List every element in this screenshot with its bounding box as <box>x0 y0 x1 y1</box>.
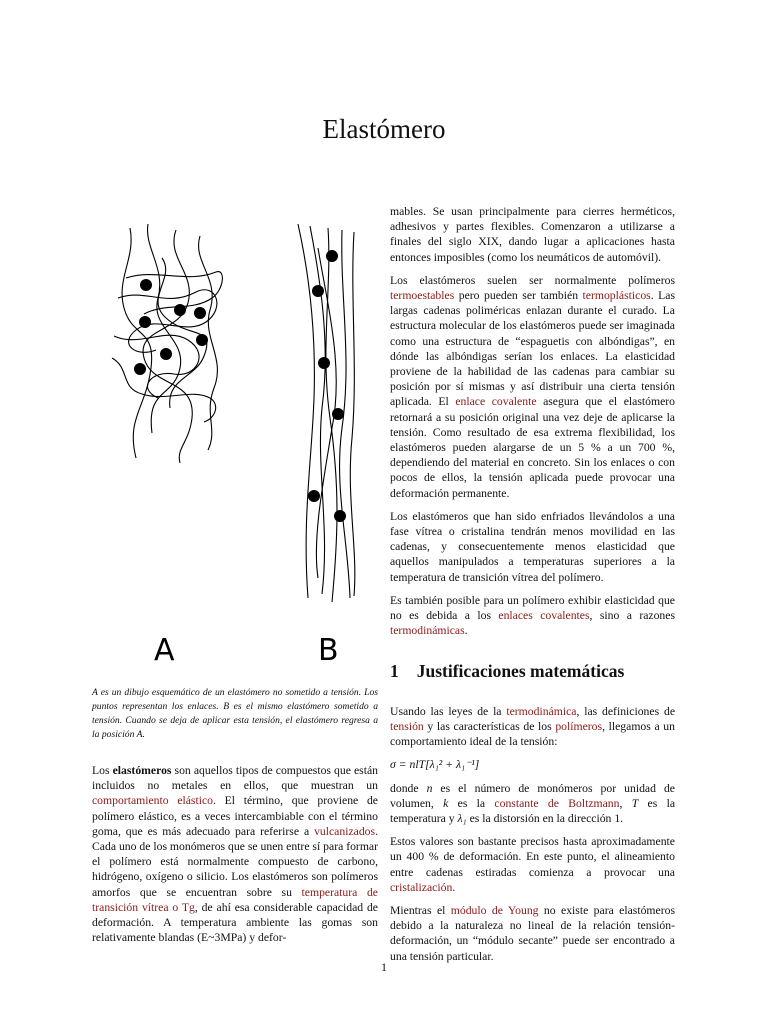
paragraph: Los elastómeros suelen ser normalmente polímeros termoestables pero pueden ser también termoplásticos. Las largas cadenas poliméricas enlazan durante el curado. La estructura molecular de los elastómeros puede ser imaginada como una estructura de “espaguetis con albóndigas”, en dónde las albóndigas serían los enlaces. La elasticidad proviene de la habilidad de las cadenas para cambiar su posición por sí mismas y así distribuir una cierta tensión aplicada. El enlace covalente asegura que el elastómero retornará a su posición original una vez deje de aplicarse la tensión. Como resultado de esa extrema flexibilidad, los elastómeros pueden alargarse de un 5 % a un 700 %, dependiendo del material en concreto. Sin los enlaces o con pocos de ellos, la tensión aplicada puede provocar una deformación permanente. <box>390 273 676 500</box>
bond-node <box>332 408 344 420</box>
bond-node <box>140 279 152 291</box>
link-enlaces-covalentes[interactable]: enlaces covalentes <box>498 609 590 623</box>
figure-label-b: B <box>318 633 339 668</box>
chain-b <box>298 224 314 598</box>
paragraph: donde n es el número de monómeros por unidad de volumen, k es la constante de Boltzmann, T es la temperatura y λ₁ es la distorsión en la dirección 1. <box>390 781 676 825</box>
link-polimeros[interactable]: polímeros <box>555 719 603 733</box>
figure-caption: A es un dibujo esquemático de un elastómero no sometido a tensión. Los puntos representan los enlaces. B es el mismo elastómero sometido a tensión. Cuando se deja de aplicar esta tensión, el elastómero regresa a la posición A. <box>92 687 378 740</box>
stress-formula: σ = nlT[λ₁² + λ₁⁻¹] <box>390 758 480 772</box>
paragraph: Estos valores son bastante precisos hasta aproximadamente un 400 % de deformación. En este punto, el alineamiento entre cadenas estiradas comienza a provocar una cristalización. <box>390 835 675 894</box>
bond-node <box>308 490 320 502</box>
link-tension[interactable]: tensión <box>390 719 424 733</box>
paragraph: Es también posible para un polímero exhibir elasticidad que no es debida a los enlaces covalentes, sino a razones termodinámicas. <box>390 593 676 638</box>
elastomer-diagram <box>96 218 392 668</box>
link-cristalizacion[interactable]: cristalización <box>390 880 453 894</box>
link-enlace-covalente[interactable]: enlace covalente <box>455 395 537 409</box>
bond-node <box>196 334 208 346</box>
link-termoplasticos[interactable]: termoplásticos <box>582 289 651 303</box>
link-termoestables[interactable]: termoestables <box>390 289 455 303</box>
page-number: 1 <box>381 960 387 974</box>
left-column <box>92 763 378 953</box>
link-comportamiento-elastico[interactable]: comportamiento elástico <box>92 794 214 808</box>
right-column <box>390 204 675 972</box>
page-title: Elastómero <box>322 114 446 144</box>
bond-node <box>312 285 324 297</box>
bond-node <box>194 307 206 319</box>
bond-node <box>139 316 151 328</box>
section-heading <box>390 661 675 682</box>
elastomer-figure <box>96 218 392 668</box>
section-title: Justificaciones matemáticas <box>416 661 625 682</box>
bond-node <box>326 250 338 262</box>
bond-node <box>334 510 346 522</box>
chain-a <box>122 228 152 458</box>
chain-b <box>350 232 355 596</box>
bond-node <box>160 348 172 360</box>
link-constante-boltzmann[interactable]: constante de Boltzmann <box>494 796 620 810</box>
chain-a <box>112 358 216 422</box>
paragraph: Mientras el módulo de Young no existe para elastómeros debido a la naturaleza no lineal de la relación tensión-deformación, un “módulo secante” puede ser encontrado a una tensión particular. <box>390 903 675 963</box>
paragraph: Usando las leyes de la termodinámica, las definiciones de tensión y las características de los polímeros, llegamos a un comportamiento ideal de la tensión: <box>390 704 676 749</box>
paragraph: Los elastómeros son aquellos tipos de compuestos que están incluidos no metales en ellos, que muestran un comportamiento elástico. El término, que proviene de polímero elástico, es a veces intercambiable con el término goma, que es más adecuado para referirse a vulcanizados. Cada uno de los monómeros que se unen entre sí para formar el polímero está normalmente compuesto de carbono, hidrógeno, oxígeno o silicio. Los elastómeros son polímeros amorfos que se encuentran sobre su temperatura de transición vítrea o Tg, de ahí esa considerable capacidad de deformación. A temperatura ambiente las gomas son relativamente blandas (E~3MPa) y defor- <box>92 764 378 945</box>
section-number: 1 <box>390 661 399 682</box>
link-vulcanizados[interactable]: vulcanizados <box>314 824 376 838</box>
chain-a <box>158 258 207 408</box>
link-temperatura-transicion[interactable]: temperatura de transición vítrea o Tg <box>92 885 378 914</box>
link-termodinamica[interactable]: termodinámica <box>506 704 577 718</box>
paragraph: Los elastómeros que han sido enfriados llevándolos a una fase vítrea o cristalina tendrán menos movilidad en las cadenas, y consecuentemente menos elasticidad que aquellos manipulados a temperaturas superiores a la temperatura de transición vítrea del polímero. <box>390 509 675 584</box>
bond-node <box>174 304 186 316</box>
chain-b <box>310 226 325 594</box>
link-termodinamicas[interactable]: termodinámicas <box>390 624 465 638</box>
paragraph: mables. Se usan principalmente para cierres herméticos, adhesivos y partes flexibles. Comenzaron a utilizarse a finales del siglo XIX, dando lugar a aplicaciones hasta entonces imposibles (como los neumáticos de automóvil). <box>390 205 675 264</box>
link-modulo-young[interactable]: módulo de Young <box>450 903 539 917</box>
bond-node <box>134 363 146 375</box>
figure-label-a: A <box>154 633 175 668</box>
term-bold: elastómeros <box>112 764 172 777</box>
chain-a <box>114 335 199 398</box>
bond-node <box>318 357 330 369</box>
